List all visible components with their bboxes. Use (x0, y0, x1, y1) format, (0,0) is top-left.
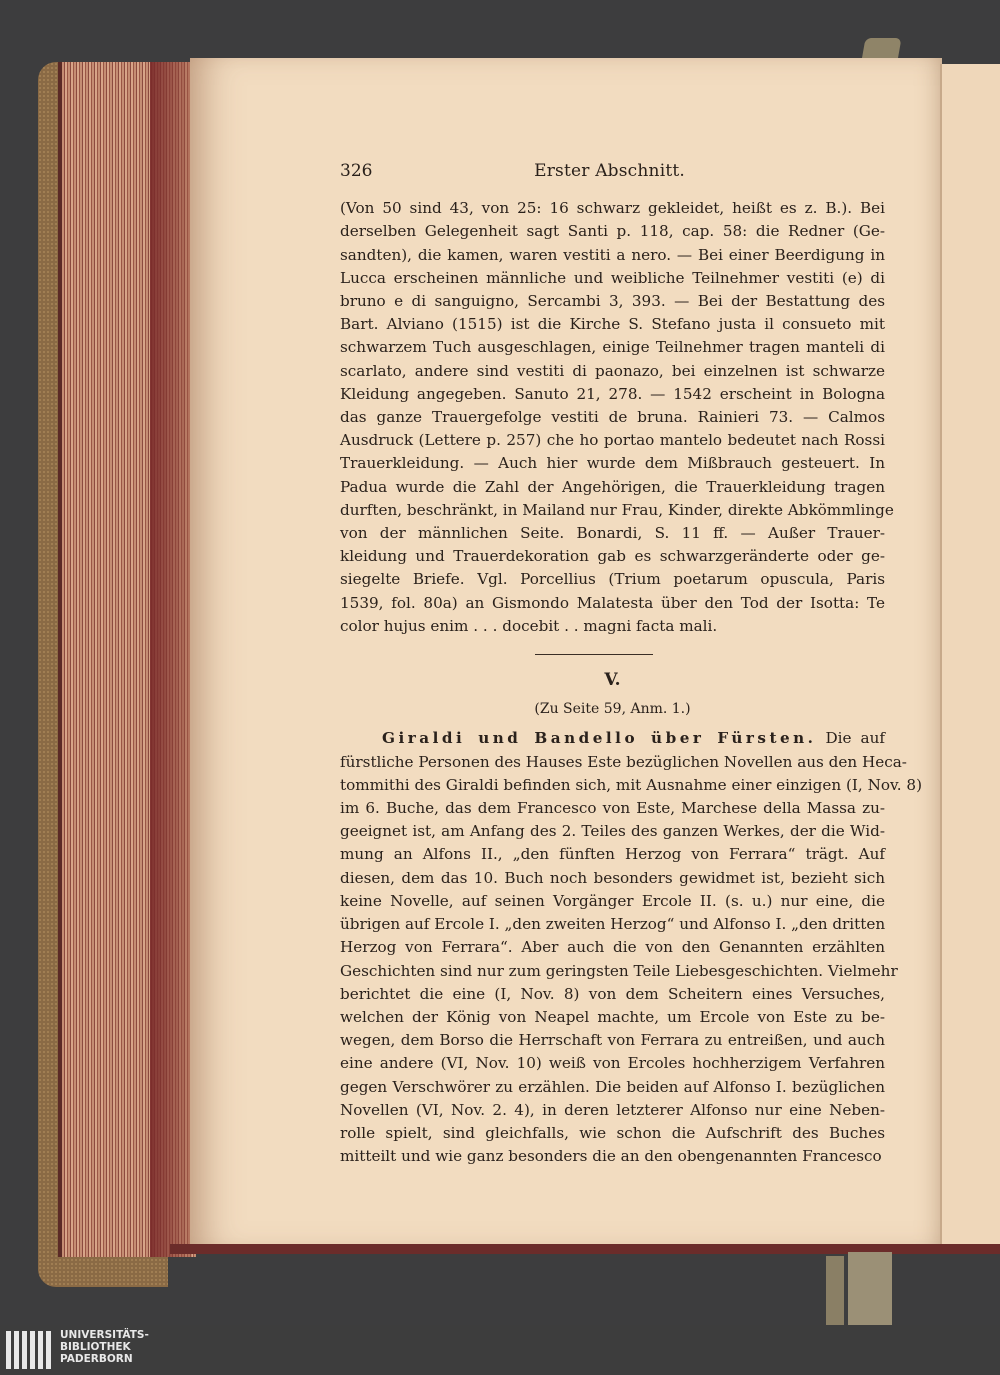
library-name-line3: PADERBORN (60, 1353, 133, 1365)
library-name (60, 1329, 149, 1365)
bookmark-ribbon-bottom (848, 1252, 892, 1325)
paragraph-mourning (340, 197, 894, 638)
spine-shadow (150, 62, 192, 1257)
page-header (340, 160, 685, 183)
text-line: mitteilt und wie ganz besonders die an den obengenannten Francesco (340, 1147, 882, 1166)
text-line: Kleidung angegeben. Sanuto 21, 278. — 1542 erscheint in Bologna (340, 384, 885, 403)
text-line: fürstliche Personen des Hauses Este bezüglichen Novellen aus den Heca- (340, 752, 907, 771)
section-title-spaced: Giraldi und Bandello über Fürsten. (382, 729, 817, 748)
text-line: tommithi des Giraldi befinden sich, mit Ausnahme einer einzigen (I, Nov. 8) (340, 775, 923, 794)
page-number: 326 (340, 161, 373, 181)
text-line: keine Novelle, auf seinen Vorgänger Ercole II. (s. u.) nur eine, die (340, 891, 885, 910)
text-line: Trauerkleidung. — Auch hier wurde dem Mißbrauch gesteuert. In (340, 454, 885, 473)
text-line: Herzog von Ferrara“. Aber auch die von den Genannten erzählten (340, 938, 885, 957)
text-line: durften, beschränkt, in Mailand nur Frau, Kinder, direkte Abkömmlinge (340, 500, 894, 519)
section-reference: (Zu Seite 59, Anm. 1.) (534, 701, 691, 718)
text-line: rolle spielt, sind gleichfalls, wie schon die Aufschrift des Buches (340, 1123, 885, 1142)
text-line: Novellen (VI, Nov. 2. 4), in deren letzterer Alfonso nur eine Neben- (340, 1100, 885, 1119)
section-number: V. (604, 670, 621, 691)
text-line: Lucca erscheinen männliche und weibliche Teilnehmer vestiti (e) di (340, 268, 885, 287)
text-line: Padua wurde die Zahl der Angehörigen, die Trauerkleidung tragen (340, 477, 885, 496)
paragraph-first-line-rest: Die auf (825, 729, 885, 748)
text-line: (Von 50 sind 43, von 25: 16 schwarz gekleidet, heißt es z. B.). Bei (340, 199, 885, 218)
running-head: Erster Abschnitt. (534, 161, 685, 181)
text-line: scarlato, andere sind vestiti di paonazo, bei einzelnen ist schwarze (340, 361, 885, 380)
library-name-line1: UNIVERSITÄTS- (60, 1329, 149, 1341)
text-line: gegen Verschwörer zu erzählen. Die beiden auf Alfonso I. bezüglichen (340, 1077, 885, 1096)
text-line: von der männlichen Seite. Bonardi, S. 11 ff. — Außer Trauer- (340, 524, 885, 543)
text-line: derselben Gelegenheit sagt Santi p. 118, cap. 58: die Redner (Ge- (340, 222, 885, 241)
text-line: übrigen auf Ercole I. „den zweiten Herzog“ und Alfonso I. „den dritten (340, 915, 886, 934)
facing-page-edge (940, 64, 1000, 1254)
text-line: geeignet ist, am Anfang des 2. Teiles des ganzen Werkes, der die Wid- (340, 822, 885, 841)
text-line: color hujus enim . . . docebit . . magni facta mali. (340, 616, 718, 635)
bookmark-ribbon-bottom-left (826, 1256, 844, 1325)
page-text-block (340, 160, 923, 1168)
paragraph-giraldi-lines (340, 751, 923, 1169)
text-line: 1539, fol. 80a) an Gismondo Malatesta über den Tod der Isotta: Te (340, 593, 885, 612)
text-line: bruno e di sanguigno, Sercambi 3, 393. — Bei der Bestattung des (340, 292, 885, 311)
section-divider-rule (535, 654, 653, 655)
text-line: siegelte Briefe. Vgl. Porcellius (Trium poetarum opuscula, Paris (340, 570, 885, 589)
text-line: berichtet die eine (I, Nov. 8) von dem Scheitern eines Versuches, (340, 984, 885, 1003)
text-line: welchen der König von Neapel machte, um Ercole von Este zu be- (340, 1007, 885, 1026)
text-line: schwarzem Tuch ausgeschlagen, einige Teilnehmer tragen manteli di (340, 338, 885, 357)
text-line: Bart. Alviano (1515) ist die Kirche S. Stefano justa il consueto mit (340, 315, 885, 334)
text-line: im 6. Buche, das dem Francesco von Este, Marchese della Massa zu- (340, 799, 885, 818)
library-name-line2: BIBLIOTHEK (60, 1341, 131, 1353)
text-line: Geschichten sind nur zum geringsten Teile Liebesgeschichten. Vielmehr (340, 961, 898, 980)
text-line: mung an Alfons II., „den fünften Herzog von Ferrara“ trägt. Auf (340, 845, 885, 864)
library-footer-bar (0, 1325, 1000, 1375)
text-line: sandten), die kamen, waren vestiti a nero. — Bei einer Beerdigung in (340, 245, 885, 264)
text-line: eine andere (VI, Nov. 10) weiß von Ercoles hochherzigem Verfahren (340, 1054, 885, 1073)
text-line: wegen, dem Borso die Herrschaft von Ferrara zu entreißen, und auch (340, 1031, 885, 1050)
library-logo-icon (6, 1331, 54, 1369)
text-line: Ausdruck (Lettere p. 257) che ho portao mantelo bedeutet nach Rossi (340, 431, 885, 450)
paragraph-first-line (340, 727, 885, 750)
paragraph-giraldi (340, 727, 923, 1168)
text-line: das ganze Trauergefolge vestiti de bruna. Rainieri 73. — Calmos (340, 408, 885, 427)
text-line: kleidung und Trauerdekoration gab es schwarzgeränderte oder ge- (340, 547, 885, 566)
text-line: diesen, dem das 10. Buch noch besonders gewidmet ist, bezieht sich (340, 868, 885, 887)
